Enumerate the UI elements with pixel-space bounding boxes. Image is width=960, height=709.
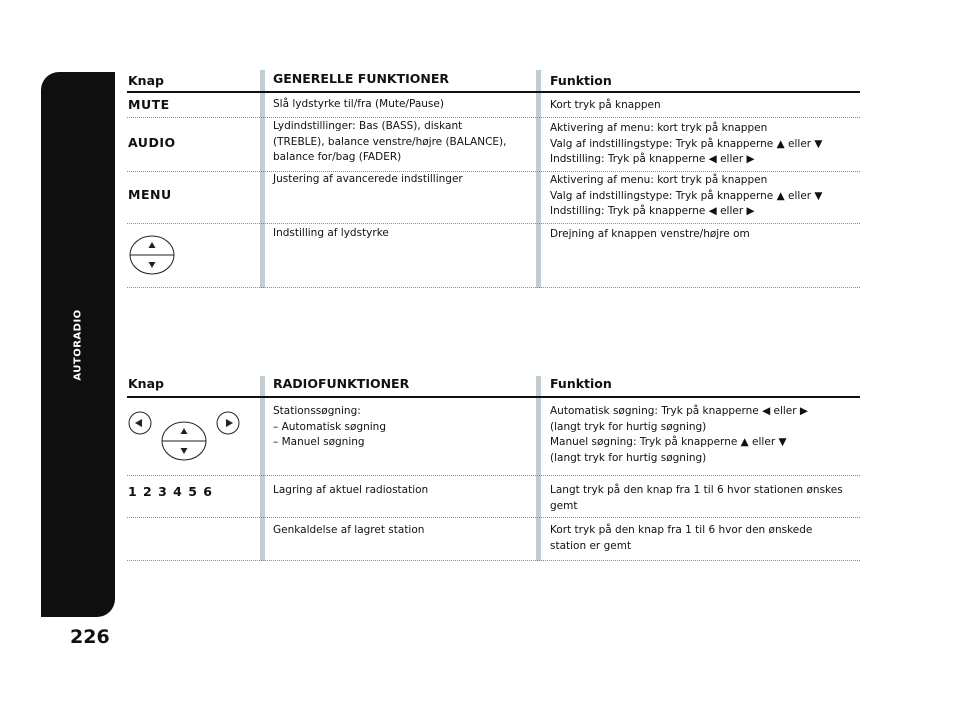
page-number: 226 [70, 626, 110, 648]
text-line: Justering af avancerede indstillinger [273, 173, 463, 185]
row-action [550, 404, 808, 466]
text-line: balance for/bag (FADER) [273, 151, 402, 163]
row-action [550, 173, 823, 220]
row-description [273, 97, 444, 113]
row-action [550, 98, 661, 114]
header-function-group: GENERELLE FUNKTIONER [273, 71, 450, 86]
row-divider [127, 171, 860, 172]
text-line: Valg af indstillingstype: Tryk på knapperne ▲ eller ▼ [550, 189, 823, 202]
text-line: gemt [550, 499, 578, 512]
text-line: Drejning af knappen venstre/højre om [550, 228, 750, 240]
row-action [550, 227, 750, 243]
volume-updown-knob-icon [128, 233, 176, 277]
text-line: Slå lydstyrke til/fra (Mute/Pause) [273, 98, 444, 110]
text-line: Kort tryk på knappen [550, 99, 661, 111]
text-line: station er gemt [550, 539, 632, 552]
row-divider [127, 475, 860, 476]
row-divider [127, 517, 860, 518]
text-line: Lydindstillinger: Bas (BASS), diskant [273, 120, 463, 132]
row-description [273, 226, 389, 242]
key-presets: 1 2 3 4 5 6 [128, 484, 213, 499]
text-line: Genkaldelse af lagret station [273, 524, 425, 536]
column-divider [260, 70, 265, 288]
text-line: – Automatisk søgning [273, 420, 387, 433]
column-divider [260, 376, 265, 561]
text-line: Kort tryk på den knap fra 1 til 6 hvor den ønskede [550, 524, 813, 536]
section-label: AUTORADIO [72, 309, 84, 381]
header-rule [127, 396, 860, 398]
text-line: Stationssøgning: [273, 405, 361, 417]
row-divider [127, 223, 860, 224]
text-line: (TREBLE), balance venstre/højre (BALANCE), [273, 135, 507, 148]
text-line: Manuel søgning: Tryk på knapperne ▲ eller ▼ [550, 436, 787, 448]
row-description [273, 523, 424, 539]
column-divider [536, 70, 541, 288]
column-divider [536, 376, 541, 561]
text-line: Aktivering af menu: kort tryk på knappen [550, 122, 768, 134]
text-line: Valg af indstillingstype: Tryk på knapperne ▲ eller ▼ [550, 137, 823, 150]
row-description [273, 483, 428, 499]
text-line: – Manuel søgning [273, 436, 365, 448]
text-line: Langt tryk på den knap fra 1 til 6 hvor stationen ønskes [550, 484, 843, 496]
row-action [550, 121, 823, 168]
header-action: Funktion [550, 73, 612, 88]
header-action: Funktion [550, 376, 612, 391]
text-line: Indstilling: Tryk på knapperne ◀ eller ▶ [550, 153, 755, 165]
row-description [273, 172, 463, 188]
row-action [550, 483, 843, 514]
text-line: Indstilling af lydstyrke [273, 227, 389, 239]
key-menu: MENU [128, 187, 172, 202]
row-divider [127, 117, 860, 118]
key-mute: MUTE [128, 97, 170, 112]
text-line: Indstilling: Tryk på knapperne ◀ eller ▶ [550, 205, 755, 217]
text-line: Aktivering af menu: kort tryk på knappen [550, 174, 768, 186]
table-bottom-rule [127, 560, 860, 561]
header-function-group: RADIOFUNKTIONER [273, 376, 410, 391]
key-audio: AUDIO [128, 135, 176, 150]
tuning-arrows-knob-icon [126, 408, 242, 470]
header-key: Knap [128, 73, 164, 88]
header-rule [127, 91, 860, 93]
row-action [550, 523, 812, 554]
text-line: (langt tryk for hurtig søgning) [550, 420, 707, 433]
text-line: (langt tryk for hurtig søgning) [550, 451, 707, 464]
text-line: Lagring af aktuel radiostation [273, 484, 429, 496]
text-line: Automatisk søgning: Tryk på knapperne ◀ eller ▶ [550, 405, 808, 417]
row-description [273, 119, 506, 166]
header-key: Knap [128, 376, 164, 391]
row-description [273, 404, 386, 451]
table-bottom-rule [127, 287, 860, 288]
